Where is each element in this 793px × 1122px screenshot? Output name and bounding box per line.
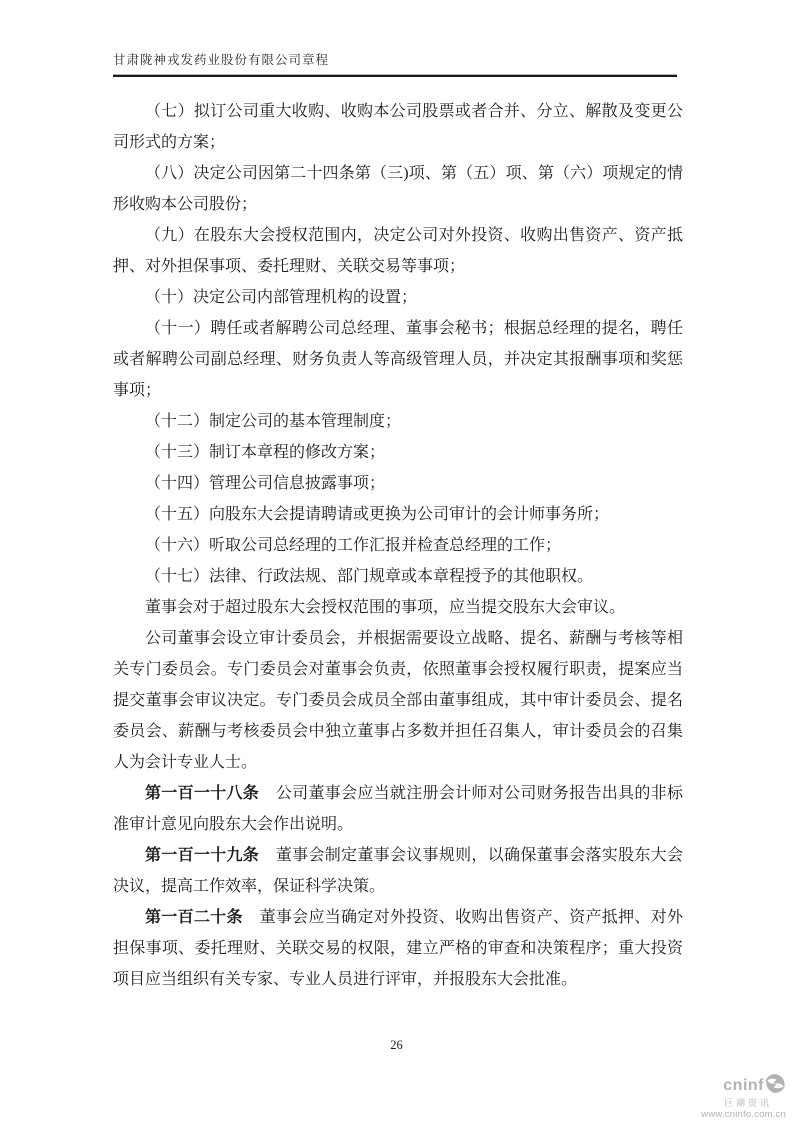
page-header [113,50,677,77]
page-number: 26 [390,1038,403,1052]
cninfo-logo [676,1074,786,1121]
article-number: 第一百一十八条 [145,785,260,802]
header-title: 甘肃陇神戎发药业股份有限公司章程 [113,53,330,67]
paragraph [113,437,683,468]
paragraph-text: （十六）听取公司总经理的工作汇报并检查总经理的工作； [145,537,562,554]
article-number: 第一百二十条 [145,909,243,926]
cninfo-swirl-icon [765,1074,786,1098]
cninfo-url: www.cninfo.com.cn [701,1109,786,1121]
paragraph [113,592,683,623]
cninfo-brand-text: cninf [723,1077,764,1094]
paragraph-text: （八）决定公司因第二十四条第（三)项、第（五）项、第（六）项规定的情形收购本公司股份； [113,165,683,213]
paragraph-article-120 [113,902,683,995]
header-rule [113,74,677,77]
paragraph [113,406,683,437]
paragraph-text: （十五）向股东大会提请聘请或更换为公司审计的会计师事务所； [145,506,610,523]
paragraph [113,313,683,406]
paragraph-text: 董事会对于超过股东大会授权范围的事项，应当提交股东大会审议。 [145,599,626,616]
document-body [113,96,683,995]
paragraph-text: 董事会制定董事会议事规则，以确保董事会落实股东大会决议，提高工作效率，保证科学决策。 [113,847,683,895]
paragraph-text: （十四）管理公司信息披露事项； [145,475,386,492]
paragraph [113,561,683,592]
paragraph-text: 董事会应当确定对外投资、收购出售资产、资产抵押、对外担保事项、委托理财、关联交易的权限，建立严格的审查和决策程序；重大投资项目应当组织有关专家、专业人员进行评审，并报股东大会批准。 [113,909,683,988]
article-number: 第一百一十九条 [145,847,260,864]
paragraph [113,499,683,530]
paragraph [113,282,683,313]
paragraph-article-119 [113,840,683,902]
paragraph [113,623,683,778]
paragraph [113,158,683,220]
paragraph [113,96,683,158]
paragraph-text: （十）决定公司内部管理机构的设置； [145,289,418,306]
paragraph-text: （七）拟订公司重大收购、收购本公司股票或者合并、分立、解散及变更公司形式的方案； [113,103,683,151]
paragraph [113,220,683,282]
paragraph [113,468,683,499]
paragraph-text: （十七）法律、行政法规、部门规章或本章程授予的其他职权。 [145,568,594,585]
paragraph-article-118 [113,778,683,840]
paragraph [113,530,683,561]
paragraph-text: 公司董事会应当就注册会计师对公司财务报告出具的非标准审计意见向股东大会作出说明。 [113,785,683,833]
paragraph-text: （十二）制定公司的基本管理制度； [145,413,402,430]
paragraph-text: （九）在股东大会授权范围内，决定公司对外投资、收购出售资产、资产抵押、对外担保事项、委托理财、关联交易等事项； [113,227,683,275]
cninfo-chinese-name: 巨潮资讯 [723,1097,772,1108]
paragraph-text: （十三）制订本章程的修改方案； [145,444,386,461]
paragraph-text: （十一）聘任或者解聘公司总经理、董事会秘书；根据总经理的提名，聘任或者解聘公司副总经理、财务负责人等高级管理人员，并决定其报酬事项和奖惩事项； [113,320,683,399]
paragraph-text: 公司董事会设立审计委员会，并根据需要设立战略、提名、薪酬与考核等相关专门委员会。专门委员会对董事会负责，依照董事会授权履行职责，提案应当提交董事会审议决定。专门委员会成员全部由董事组成，其中审计委员会、提名委员会、薪酬与考核委员会中独立董事占多数并担任召集人，审计委员会的召集人为会计专业人士。 [113,630,683,771]
